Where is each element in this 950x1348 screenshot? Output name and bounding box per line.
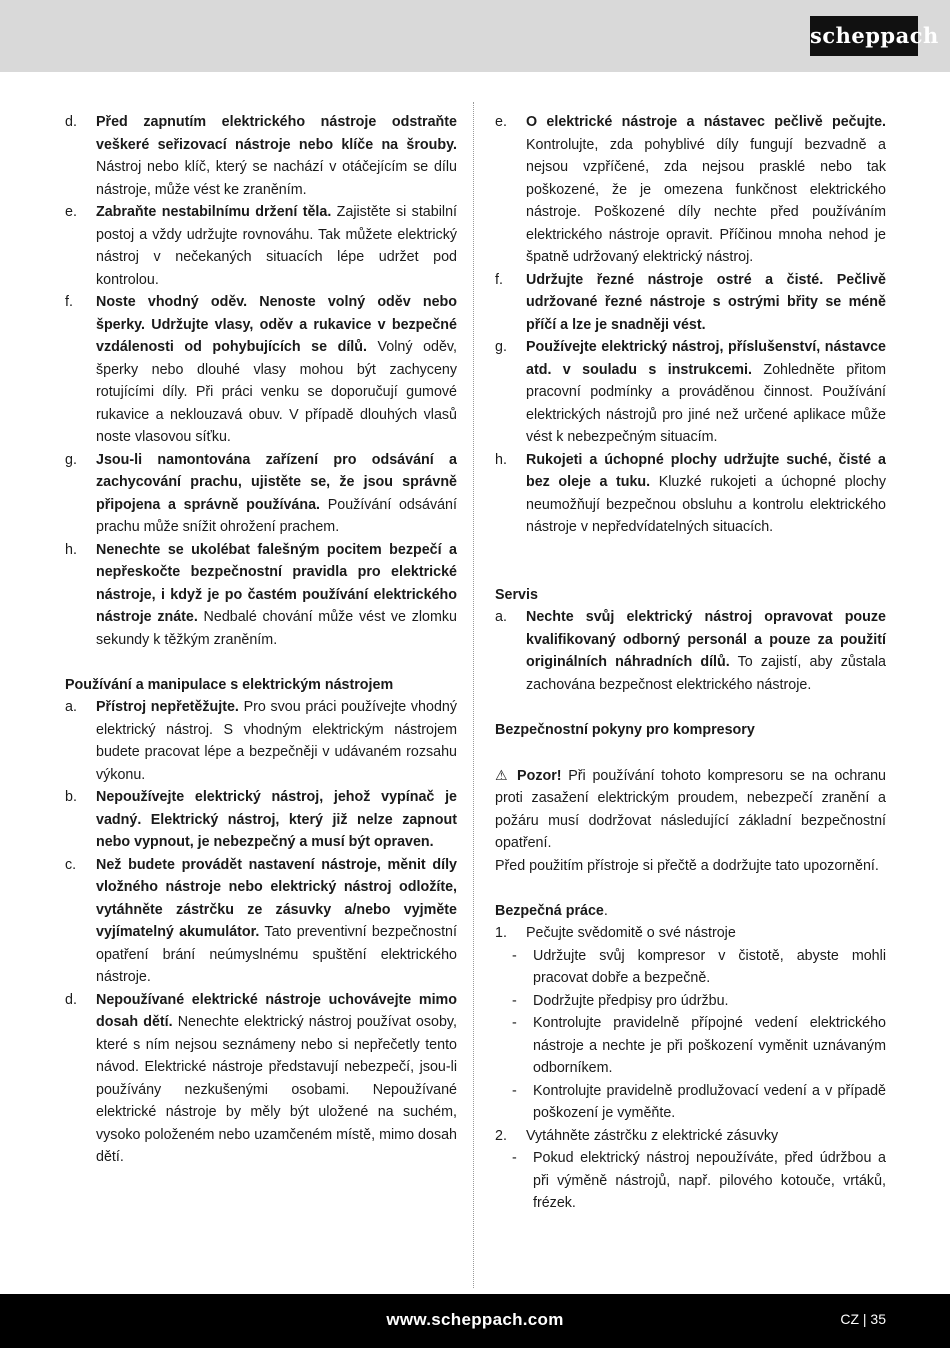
section-heading-usage: Používání a manipulace s elektrickým nástrojem	[65, 676, 394, 693]
item-label: d.	[65, 991, 77, 1008]
item-text	[96, 786, 457, 854]
item-label: a.	[495, 609, 507, 625]
left-list-1	[65, 111, 457, 651]
item-text	[96, 696, 457, 786]
sub-item-text: Dodržujte předpisy pro údržbu.	[533, 992, 729, 1009]
item-label: b.	[65, 789, 77, 805]
item-bold-text: Nechte svůj elektrický nástroj opravovat pouze kvalifikovaný odborný personál a pouze za použití originálních náhradních dílů.	[526, 609, 886, 670]
item-regular-text: Tato preventivní bezpečnostní opatření brání neúmyslnému spuštění elektrického nástroje.	[96, 924, 457, 985]
item-label: h.	[65, 541, 77, 558]
item-bold-text: O elektrické nástroje a nástavec pečlivě pečujte.	[526, 114, 886, 130]
item-number: 1.	[495, 925, 507, 941]
item-bold-text: Zabraňte nestabilnímu držení těla.	[96, 204, 332, 220]
item-text	[96, 539, 457, 652]
list-item	[65, 111, 457, 201]
numbered-item-1	[495, 922, 886, 945]
section-heading-safe-work: Bezpečná práce.	[495, 902, 608, 919]
item-bold-text: Jsou-li namontována zařízení pro odsávání a zachycování prachu, ujistěte se, že jsou správně připojena a správně používána.	[96, 451, 457, 513]
item-regular-text: Volný oděv, šperky nebo dlouhé vlasy mohou být zachyceny rotujícími díly. Při práci venku se doporučují gumové rukavice a neklouzavá obuv. V případě dlouhých vlasů noste vlasovou síťku.	[96, 339, 457, 445]
list-item	[495, 606, 886, 696]
section-heading-servis: Servis	[495, 586, 538, 603]
item-bold-text: Než budete provádět nastavení nástroje, měnit díly vložného nástroje nebo elektrický nástroj odložíte, vytáhněte zástrčku ze zásuvky a/nebo vyjměte vyjímatelný akumulátor.	[96, 856, 457, 940]
item-regular-text: Kontrolujte, zda pohyblivé díly fungují bezvadně a nejsou vzpříčené, zda nejsou prasklé nebo tak poškozené, že je omezena funkčnost elektrického nástroje. Poškozené díly nechte před používáním elektrického nástroje opravit. Příčinou mnoha nehod je špatně udržovaný elektrický nástroj.	[526, 136, 886, 265]
item-regular-text: Nedbalé chování může vést ve zlomku sekundy k těžkým zraněním.	[96, 609, 457, 648]
item-text	[526, 111, 886, 269]
list-item	[65, 854, 457, 989]
item-regular-text: Používání odsávání prachu může snížit ohrožení prachem.	[96, 496, 457, 535]
item-text	[96, 111, 457, 201]
list-item	[65, 201, 457, 291]
numbered-item-2-subs	[495, 1147, 886, 1215]
item-bold-text: Udržujte řezné nástroje ostré a čisté. Pečlivě udržované řezné nástroje s ostrými břity se méně příčí a lze je snadněji vést.	[526, 271, 886, 333]
item-label: d.	[65, 114, 77, 130]
list-item	[65, 539, 457, 652]
item-regular-text: Nenechte elektrický nástroj používat osoby, které s ním nejsou seznámeny nebo si nepřečetly tento návod. Elektrické nástroje představují nebezpečí, jsou-li používány nezkušenými osobami. Nepoužívané elektrické nástroje by měly být uložené na suchém, vysoko položeném nebo uzamčeném místě, mimo dosah dětí.	[96, 1014, 457, 1165]
list-item	[495, 269, 886, 337]
left-column	[65, 111, 457, 1169]
item-label: g.	[65, 451, 77, 468]
item-regular-text: To zajistí, aby zůstala zachována bezpečnost elektrického nástroje.	[526, 654, 886, 693]
right-list-1	[495, 111, 886, 539]
item-number: 2.	[495, 1127, 507, 1144]
dash-bullet: -	[512, 992, 517, 1009]
sub-list-item	[512, 945, 886, 990]
item-label: g.	[495, 339, 507, 355]
item-bold-text: Přístroj nepřetěžujte.	[96, 699, 239, 715]
item-label: f.	[65, 294, 73, 310]
dash-bullet: -	[512, 947, 517, 964]
numbered-item-2	[495, 1125, 886, 1148]
item-bold-text: Nepoužívané elektrické nástroje uchovávejte mimo dosah dětí.	[96, 991, 457, 1030]
item-regular-text: Zohledněte přitom pracovní podmínky a prováděnou činnost. Používání elektrických nástrojů pro jiné než určené aplikace může vést k nebezpečným situacím.	[526, 361, 886, 445]
page-header	[0, 0, 950, 72]
sub-list-item	[512, 1012, 886, 1080]
list-item	[495, 111, 886, 269]
item-regular-text: Nástroj nebo klíč, který se nachází v otáčejícím se dílu nástroje, může vést ke zraněním.	[96, 159, 457, 198]
right-column	[495, 111, 886, 1215]
list-item	[65, 291, 457, 449]
item-text	[96, 989, 457, 1169]
item-label: a.	[65, 699, 77, 715]
item-label: f.	[495, 271, 503, 288]
list-item	[65, 449, 457, 539]
warning-triangle-icon: ⚠	[495, 766, 511, 783]
warning-text: Při používání tohoto kompresoru se na ochranu proti zasažení elektrickým proudem, nebezpečí zranění a požáru musí dodržovat následující základní bezpečnostní opatření.	[495, 767, 886, 851]
item-text	[526, 336, 886, 449]
item-text	[96, 449, 457, 539]
sub-list-item	[512, 1147, 886, 1215]
dash-bullet: -	[512, 1015, 517, 1031]
item-text	[526, 606, 886, 696]
item-label: h.	[495, 451, 507, 468]
item-text	[96, 291, 457, 449]
list-item	[495, 336, 886, 449]
sub-item-text: Kontrolujte pravidelně prodlužovací vedení a v případě poškození je vyměňte.	[533, 1082, 886, 1121]
dash-bullet: -	[512, 1150, 517, 1166]
item-bold-text: Noste vhodný oděv. Nenoste volný oděv nebo šperky. Udržujte vlasy, oděv a rukavice v bezpečné vzdálenosti od pohybujících se dílů.	[96, 294, 457, 355]
item-regular-text: Pro svou práci používejte vhodný elektrický nástroj. S vhodným elektrickým nástrojem budete pracovat lépe a bezpečněji v udávaném rozsahu výkonu.	[96, 699, 457, 783]
servis-list	[495, 606, 886, 696]
item-text: Pečujte svědomitě o své nástroje	[526, 925, 736, 941]
item-regular-text: Kluzké rukojeti a úchopné plochy neumožňují bezpečnou obsluhu a kontrolu elektrického nástroje v nepředvídatelných situacích.	[526, 474, 887, 535]
sub-list-item	[512, 990, 886, 1013]
page-footer	[0, 1294, 950, 1348]
warning-paragraph	[495, 764, 886, 855]
list-item	[65, 786, 457, 854]
website-link[interactable]: www.scheppach.com	[386, 1310, 564, 1329]
sub-list-item	[512, 1080, 886, 1125]
item-text	[526, 269, 886, 337]
numbered-item-1-subs	[495, 945, 886, 1125]
item-text	[526, 449, 886, 539]
list-item	[65, 989, 457, 1169]
list-item	[495, 449, 886, 539]
item-label: e.	[65, 204, 77, 220]
item-bold-text: Používejte elektrický nástroj, příslušenství, nástavce atd. v souladu s instrukcemi.	[526, 339, 886, 378]
page-number: CZ | 35	[840, 1311, 886, 1327]
item-bold-text: Nepoužívejte elektrický nástroj, jehož vypínač je vadný. Elektrický nástroj, který již nelze zapnout nebo vypnout, je nebezpečný a musí být opraven.	[96, 789, 457, 850]
item-regular-text: Zajistěte si stabilní postoj a vždy udržujte rovnováhu. Tak můžete elektrický nástroj v nečekaných situacích lépe udržet pod kontrolou.	[96, 204, 457, 288]
sub-item-text: Kontrolujte pravidelně přípojné vedení elektrického nástroje a nechte je při poškození vyměnit uznávaným odborníkem.	[533, 1015, 886, 1076]
item-label: e.	[495, 114, 507, 130]
item-text: Vytáhněte zástrčku z elektrické zásuvky	[526, 1127, 779, 1144]
item-text	[96, 201, 457, 291]
warning-paragraph-2: Před použitím přístroje si přečtě a dodržujte tato upozornění.	[495, 857, 879, 874]
column-divider	[473, 102, 475, 1288]
warning-label: Pozor!	[517, 767, 562, 784]
left-list-2	[65, 696, 457, 1169]
list-item	[65, 696, 457, 786]
scheppach-logo: scheppach	[810, 16, 918, 56]
item-text	[96, 854, 457, 989]
item-bold-text: Rukojeti a úchopné plochy udržujte suché, čisté a bez oleje a tuku.	[526, 451, 886, 490]
section-heading-compressors: Bezpečnostní pokyny pro kompresory	[495, 721, 755, 738]
item-bold-text: Nenechte se ukolébat falešným pocitem bezpečí a nepřeskočte bezpečnostní pravidla pro elektrické nástroje, i když je po častém používání elektrického nástroje znáte.	[96, 541, 457, 625]
dash-bullet: -	[512, 1082, 517, 1099]
item-bold-text: Před zapnutím elektrického nástroje odstraňte veškeré seřizovací nástroje nebo klíče na šrouby.	[96, 114, 457, 153]
sub-item-text: Udržujte svůj kompresor v čistotě, abyste mohli pracovat dobře a bezpečně.	[533, 947, 886, 986]
sub-item-text: Pokud elektrický nástroj nepoužíváte, před údržbou a při výměně nástrojů, např. pilového kotouče, vrtáků, frézek.	[533, 1150, 886, 1211]
item-label: c.	[65, 856, 77, 873]
